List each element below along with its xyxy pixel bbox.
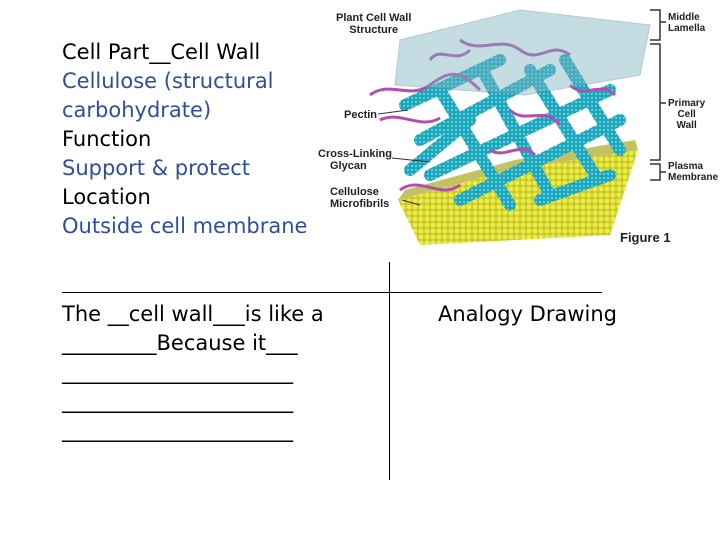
cell-part-description-line2: carbohydrate) <box>62 98 212 122</box>
pectin-label: Pectin <box>344 109 378 121</box>
primary-label-line2: Cell <box>677 109 696 120</box>
answer-blank-line2: ______________________ <box>62 389 293 413</box>
plasma-membrane-label <box>668 161 718 183</box>
layer-brackets <box>650 10 666 180</box>
cellulose-microfibrils-label <box>330 186 389 210</box>
primary-label-line3: Wall <box>676 120 697 131</box>
primary-cell-wall-label <box>668 98 705 131</box>
plasma-label-line1: Plasma <box>668 161 704 172</box>
function-value: Support & protect <box>62 156 251 180</box>
answer-blank-line1: ______________________ <box>62 360 293 384</box>
analogy-sentence-line1: The __cell wall___is like a <box>62 302 324 326</box>
cell-part-description-line1: Cellulose (structural <box>62 69 274 93</box>
divider-vertical <box>389 262 390 480</box>
middle-lamella-label <box>668 12 705 34</box>
cell-part-line: Cell Part__Cell Wall <box>62 40 261 64</box>
middle-lamella-label-line1: Middle <box>668 12 700 23</box>
analogy-drawing-label: Analogy Drawing <box>438 302 617 326</box>
cell-wall-figure <box>310 0 720 250</box>
cross-linking-label-line2: Glycan <box>330 160 367 172</box>
analogy-sentence-line2: _________Because it___ <box>62 331 298 355</box>
figure-title-line1: Plant Cell Wall <box>336 12 412 24</box>
figure-caption: Figure 1 <box>620 230 671 245</box>
figure-title <box>336 12 411 36</box>
figure-title-line2: Structure <box>349 24 399 36</box>
cross-linking-glycan-label <box>318 148 392 172</box>
function-heading: Function <box>62 127 152 151</box>
cross-linking-label-line1: Cross-Linking <box>318 148 392 160</box>
middle-lamella-layer <box>395 10 650 95</box>
location-value: Outside cell membrane <box>62 214 308 238</box>
middle-lamella-label-line2: Lamella <box>668 23 706 34</box>
primary-label-line1: Primary <box>668 98 706 109</box>
cellulose-label-line1: Cellulose <box>330 186 379 198</box>
plasma-label-line2: Membrane <box>668 172 719 183</box>
answer-blank-line3: ______________________ <box>62 418 293 442</box>
cellulose-label-line2: Microfibrils <box>330 198 390 210</box>
location-heading: Location <box>62 185 151 209</box>
divider-horizontal <box>62 292 602 293</box>
cell-wall-illustration <box>310 0 720 250</box>
